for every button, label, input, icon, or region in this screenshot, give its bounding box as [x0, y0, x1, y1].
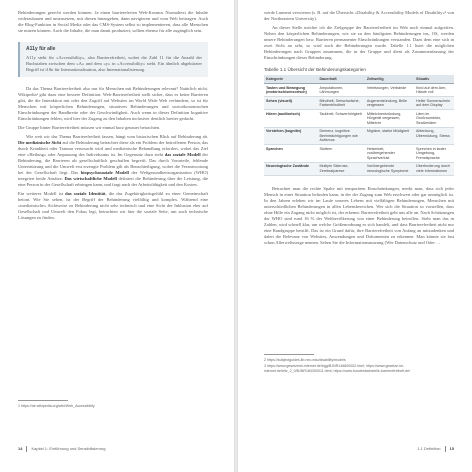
left-text-column: [18, 10, 208, 224]
left-paragraph-2: Da das Thema Barrierefreiheit also nur für Menschen mit Behinderungen relevant? Natürlich nicht. Wikipedia¹ gibt dazu eine bessere Definition: Web-Barrierefreiheit stellt sicher, dass es keine Barrieren gibt, die die Interaktion mit oder den Zugriff auf Websites im World Wide Web verhindern, so ist für Menschen mit körperlichen Behinderungen, situativen Behinderungen und sozioökonomischen Einschränkungen der Bandbreite oder der Geschwindigkeit. Auch wenn in dieser Definition kognitive Einschränkungen fehlen, wird hier der Zugang zu den Inhalten inclusiver deutlich breiter gedacht.: [18, 86, 208, 121]
table-cell: Sprechen in lauter Umgebung, Fremdsprache: [414, 145, 454, 162]
tip-box-title: A11y für alle: [26, 46, 56, 52]
table-cell: Augenentzündung, Brille vergessen: [365, 97, 414, 110]
table-cell: Heller Sonnenschein auf dem Display: [414, 97, 454, 110]
table-cell: Vorübergehende neurologische Symptome: [365, 162, 414, 175]
left-page-footer: [18, 445, 208, 453]
table-row: [264, 84, 454, 97]
right-page-footer: [264, 445, 454, 453]
identity-text-2: , die das Zugehörigkeitsgefühl zu einer Gemeinschaft betont. Wie Sie sehen, ist der Begriff der Behinderung vielfältig und komplex. Während eine »medizinische« Sichtweise zu Behinderung nicht sehr technisch und eine Sicht der Inklusion eher auf Gesellschaft und Umwelt den Fokus legt, betrachten wir hier die soziale Seite, um auch technische Lösungen zu finden.: [18, 191, 209, 220]
tip-box-text: A11y steht für »Accessibility«, also Barrierefreiheit, wobei die Zahl 11 für die Anzahl der Buchstaben zwischen dem »A« und dem »y« in »Accessibility« steht. Ein ähnlich abgekürzter Begriff ist i18n für Internationalisation, also Internationalisierung.: [26, 55, 202, 72]
right-page: [238, 0, 472, 472]
left-page-number: 14: [18, 446, 23, 451]
keyword-social-identity: das soziale Identität: [65, 191, 106, 196]
table-row: [264, 162, 454, 175]
table-cell: Tasten und Bewegung (motorisch/sensorisch): [264, 84, 317, 97]
models-text-1: Wie weit wir das Thema Barrierefreiheit fassen, hängt vom historischen Blick auf Behinderung ab.: [26, 134, 208, 139]
table-cell: Stottern: [317, 145, 364, 162]
table-cell: Mittelohrentzündung, Hörgerät vergessen, Mittelohr: [365, 110, 414, 127]
table-cell: Taubheit, Schwerhörigkeit: [317, 110, 364, 127]
table-cell: Hören (auditorisch): [264, 110, 317, 127]
right-paragraph-2: An dieser Stelle möchte ich die Zielgruppe der Barrierefreiheit im Web noch einmal aufgreifen. Neben den körperlichen Behinderungen, wie sie zu den häufigsten Behinderungen ins, OS, werden unsere Behinderungen bzw. Barrieren permanenter Einschränkungen verstanden. Dazu dem eine sich in zwei Sicht an sehr, so wird auch die Behinderungen wurde. Tabelle 1.1 listet die möglichen Behinderungen nach Gruppen zusammen, die in der Gruppe und dient als Zusammenfassung der Einschränkungen dieser Behinderung.: [264, 25, 454, 60]
table-caption: Tabelle 1.1 Übersicht der Behinderungskategorien: [264, 67, 366, 72]
models-text-2: auf die Behinderung betrachtet diese als ein Problem der betroffenen Person, das durch Krankheit oder Trauma verursacht wird und medizinische Behandlung erfordert, wobei das Ziel eine »Heilung« oder Anpassung des Individuums ist. Im Gegensatz dazu steht: [18, 140, 209, 157]
table-cell: Lärm im Großraumbüro, Straßenlärm: [414, 110, 454, 127]
table-header-cell: Dauerhaft: [317, 75, 364, 84]
right-footnotes: [264, 354, 454, 375]
table-cell: Amputationen, Lähmungen: [317, 84, 364, 97]
keyword-economic-model: Das wirtschaftliche Modell: [64, 176, 117, 181]
table-cell: Verletzungen, Verbände: [365, 84, 414, 97]
identity-text-1: Ein weiteres Modell ist: [18, 191, 66, 196]
table-cell: Ablenkung, Übermüdung, Stress: [414, 127, 454, 144]
table-cell: Blindheit, Sehschwäche, Farbenblindheit: [317, 97, 364, 110]
table-header-cell: Kategorie: [264, 75, 317, 84]
table-header-cell: Situativ: [414, 75, 454, 84]
table-cell: Sehen (visuell): [264, 97, 317, 110]
table-cell: Demenz, kognitive Beeinträchtigungen wie Autismus: [317, 127, 364, 144]
table-row: [264, 97, 454, 110]
footer-separator: [26, 446, 27, 452]
footnote-3: 3 https://www.gesetzeim-internet.de/bgg/BJNR146800002.html; https://www.gesetze-im-internet.de/bitv_2_0/BJNR184300011.html; https://www.bundesfachstelle-barrierefreiheit.de/: [264, 364, 411, 373]
right-paragraph-3: Betrachtet man die rechte Spalte mit temporären Einschränkungen, merkt man, dass sich jeder Mensch in einer Situation befinden kann, in der der Zugang zum Web erschwert oder gar unmöglich ist. In den Jahren erleben wir im Laufe unseres Lebens mit vielfältigen Behinderungen, Menschen mit unterschiedlichen Behinderungen in allen Lebensbereichen. Wer sich die Situation so vorstellen, dass ohne Hilfe ein Zugang nicht möglich ist, der erkennt: Barrierefreiheit geht uns alle an. Nach Schätzungen der WHO sind rund 16 % der Weltbevölkerung von einer Behinderung betroffen. Sieht man das in Zahlen, wird schnell klar, um welche Größenordnung es sich handelt, und dass Barrierefreiheit nicht nur eine Randgruppe betrifft. Das ist ein Grund dafür, ihre Barrierefreiheit von Anfang an mitzudenken und dabei die Relevanz von Websites, Anwendungen und Dokumenten zu erkennen. Man könnte sie fast schon Allerweltssorge nennen. Sehen Sie die Informationsnutzung (Wer Datenschutz und Oder …: [264, 185, 454, 245]
table-header-cell: Zeitweilig: [365, 75, 414, 84]
left-paragraph-1: Behinderungen gerecht werden können. Ja einen barrierefreien Web-Kosmos Normaltext die Inhalte widerzubauen und umzusetzen, mit diesen hinzugeben, dann navigieren und vom Web beitragen. Auch die Blog-Funktion in Social Media oder das CMS-System selbst so implementieren, dass alle Menschen sie nutzen können. Auch die Inhalte, die man damit produziert, sollten ebenso für alle zugänglich sein.: [18, 10, 208, 33]
table-header-row: [264, 75, 454, 84]
models-text-4: der Weltgesundheitsorganisation (WHO) integriert beide Ansätze.: [18, 170, 208, 181]
models-text-3: der Behinderung, die Barrieren als gesellschaftlich geschaffen begreift. Das durch Vorurteile, fehlende Unterstützung und die Umwelt erst erzeugte Problem gilt als Benachteiligung, wobei die Verantwortung bei der Gesellschaft liegt. Das: [18, 152, 209, 175]
footer-separator: [445, 446, 446, 452]
table-cell: Heiserkeit, vorübergehender Sprachverlust: [365, 145, 414, 162]
tip-box: [18, 42, 208, 77]
table-cell: Neurologische Zustände: [264, 162, 317, 175]
table-cell: Verstehen (kognitiv): [264, 127, 317, 144]
table-cell: Sprechen: [264, 145, 317, 162]
keyword-medical-model: Die medizinische Sicht: [18, 140, 62, 145]
footnote-2: 2 https://subjectguides.lib.neu.edu/disability/models: [264, 358, 346, 362]
footnote-divider: [264, 354, 314, 355]
right-text-column: [264, 10, 454, 249]
models-text-5: definiert die Behinderung über die Leistung, die eine Person in der Gesellschaft erbringen kann, und fragt nach der Arbeitsfähigkeit und den Kosten.: [18, 176, 209, 187]
left-paragraph-identity: [18, 191, 208, 221]
left-page: [0, 0, 234, 472]
disability-categories-table: [264, 75, 454, 176]
table-cell: Multiple Sklerose, Zerebralparese: [317, 162, 364, 175]
right-page-number: 15: [449, 446, 454, 451]
right-paragraph-1: werde Lunneut verwiesen (s. B. auf die Übersicht »Disability & Accessibility Models of Disability«² von der Northeastern University).: [264, 10, 454, 21]
left-running-head: Kapitel 1: Einführung und Sensibilisierung: [31, 446, 106, 451]
keyword-social-model: das soziale Modell: [164, 152, 201, 157]
table-cell: Kind auf dem Arm, Hände voll: [414, 84, 454, 97]
right-running-head: 1.1 Definition: [417, 446, 441, 451]
table-row: [264, 127, 454, 144]
left-paragraph-models: [18, 134, 208, 188]
footnote-1: 1 https://de.wikipedia.org/wiki/Web_Accessibility: [18, 404, 95, 408]
table-cell: Migräne, starke Müdigkeit: [365, 127, 414, 144]
footnote-divider: [18, 400, 68, 401]
table-row: [264, 110, 454, 127]
table-row: [264, 145, 454, 162]
left-paragraph-3: Die Gruppe hinter Barrierefreiheit müssen wir einmal kurz genauer betrachten.: [18, 125, 161, 130]
keyword-biopsychosocial-model: biopsychosoziale Modell: [80, 170, 129, 175]
table-cell: Überforderung durch viele Informationen: [414, 162, 454, 175]
left-footnotes: [18, 400, 208, 410]
